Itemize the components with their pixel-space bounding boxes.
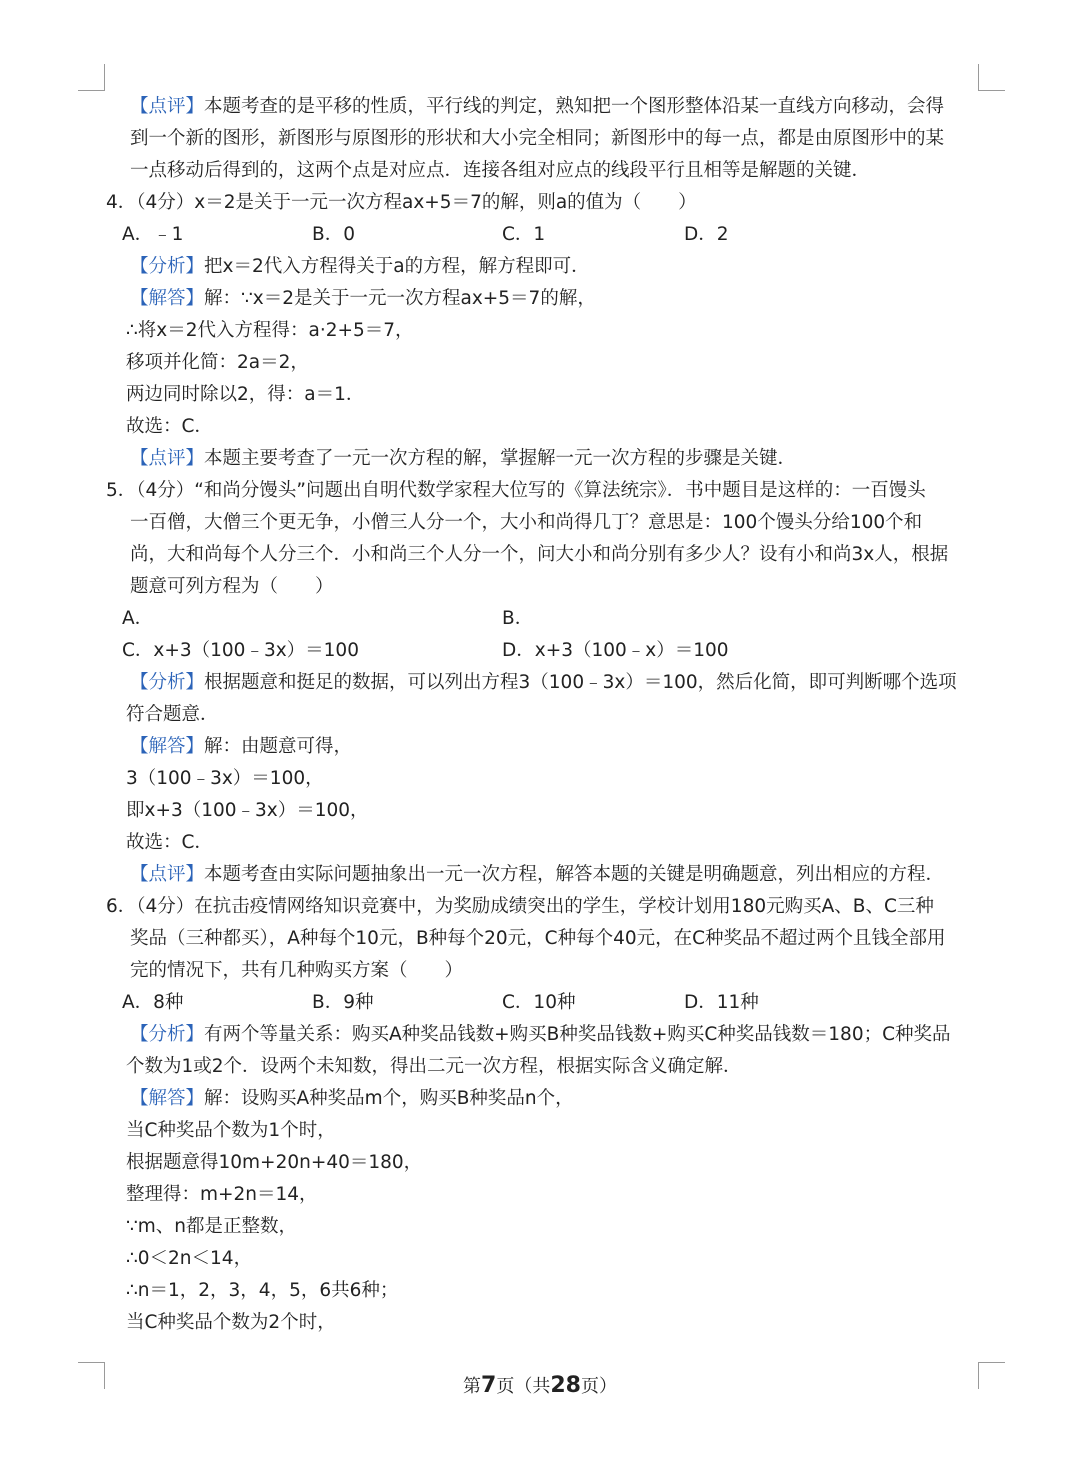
q6-answer-line: ∵m、n都是正整数，: [126, 1216, 298, 1237]
q5-stem-line: 题意可列方程为（ ）: [130, 576, 334, 597]
q3-comment-line: 到一个新的图形，新图形与原图形的形状和大小完全相同；新图形中的每一点，都是由原图形中的某: [130, 128, 945, 149]
answer-tag: 【解答】: [130, 288, 205, 309]
q3-comment-line: [130, 91, 944, 123]
footer-text: 第: [463, 1376, 482, 1397]
q5-option-a: A．: [122, 608, 154, 629]
comment-text: 本题考查由实际问题抽象出一元一次方程，解答本题的关键是明确题意，列出相应的方程．: [204, 864, 945, 885]
footer-text: 页）: [580, 1376, 617, 1397]
q4-answer-line: 移项并化简：2a＝2，: [126, 352, 309, 373]
q4-option-c: C．1: [502, 224, 546, 245]
footer-text: 页（共: [496, 1376, 551, 1397]
total-pages: 28: [550, 1373, 581, 1398]
q4-option-d: D．2: [684, 224, 729, 245]
analysis-text: 有两个等量关系：购买A种奖品钱数+购买B种奖品钱数+购买C种奖品钱数＝180；C种奖品: [204, 1024, 951, 1045]
q5-stem-line: 尚，大和尚每个人分三个．小和尚三个人分一个，问大小和尚分别有多少人？设有小和尚3x人，根据: [130, 544, 949, 565]
q6-stem-line: 完的情况下，共有几种购买方案（ ）: [130, 960, 464, 981]
q4-answer-line: ∴将x＝2代入方程得：a·2+5＝7，: [126, 320, 414, 341]
page-footer: [0, 1370, 1080, 1403]
q6-answer-line: [130, 1083, 574, 1115]
q4-answer-line: 两边同时除以2，得：a＝1．: [126, 384, 365, 405]
answer-text: 解：由题意可得，: [204, 736, 353, 757]
analysis-tag: 【分析】: [130, 672, 205, 693]
comment-tag: 【点评】: [130, 96, 205, 117]
analysis-tag: 【分析】: [130, 1024, 205, 1045]
analysis-text: 根据题意和挺足的数据，可以列出方程3（100﹣3x）＝100，然后化简，即可判断哪个选项: [204, 672, 957, 693]
q6-answer-line: ∴n＝1，2，3，4，5，6共6种；: [126, 1280, 399, 1301]
q5-option-c: C．x+3（100﹣3x）＝100: [122, 640, 359, 661]
q5-answer-line: [130, 731, 352, 763]
answer-tag: 【解答】: [130, 1088, 205, 1109]
q5-stem-line: 5．（4分）“和尚分馒头”问题出自明代数学家程大位写的《算法统宗》．书中题目是这样的：一百馒头: [106, 480, 926, 501]
crop-mark-top-right: [978, 64, 1005, 91]
q5-analysis-line: 符合题意．: [126, 704, 219, 725]
q5-comment: [130, 859, 944, 891]
q5-option-b: B．: [502, 608, 534, 629]
q6-analysis-line: [130, 1019, 951, 1051]
page-number: 7: [481, 1373, 497, 1398]
comment-tag: 【点评】: [130, 448, 205, 469]
q6-answer-line: 整理得：m+2n＝14，: [126, 1184, 318, 1205]
q6-option-c: C．10种: [502, 992, 576, 1013]
q6-option-b: B．9种: [312, 992, 374, 1013]
crop-mark-top-left: [78, 64, 105, 91]
comment-tag: 【点评】: [130, 864, 205, 885]
q3-comment-line: 一点移动后得到的，这两个点是对应点．连接各组对应点的线段平行且相等是解题的关键．: [130, 160, 871, 181]
q6-answer-line: 根据题意得10m+20n+40＝180，: [126, 1152, 423, 1173]
q5-answer-line: 3（100﹣3x）＝100，: [126, 768, 324, 789]
q5-analysis-line: [130, 667, 957, 699]
analysis-text: 把x＝2代入方程得关于a的方程，解方程即可．: [204, 256, 590, 277]
q6-answer-line: 当C种奖品个数为2个时，: [126, 1312, 336, 1333]
q6-stem-line: 奖品（三种都买），A种每个10元，B种每个20元，C种每个40元，在C种奖品不超过两个且钱全部用: [130, 928, 946, 949]
comment-text: 本题主要考查了一元一次方程的解，掌握解一元一次方程的步骤是关键．: [204, 448, 797, 469]
q4-option-a: A．﹣1: [122, 224, 184, 245]
analysis-tag: 【分析】: [130, 256, 205, 277]
q5-answer-line: 即x+3（100﹣3x）＝100，: [126, 800, 369, 821]
q5-option-d: D．x+3（100﹣x）＝100: [502, 640, 729, 661]
q6-analysis-line: 个数为1或2个．设两个未知数，得出二元一次方程，根据实际含义确定解．: [126, 1056, 742, 1077]
q4-answer-line: 故选：C．: [126, 416, 213, 437]
q5-stem-line: 一百僧，大僧三个更无争，小僧三人分一个，大小和尚得几丁？意思是：100个馒头分给100个和: [130, 512, 923, 533]
q6-answer-line: ∴0＜2n＜14，: [126, 1248, 253, 1269]
comment-text: 本题考查的是平移的性质，平行线的判定，熟知把一个图形整体沿某一直线方向移动，会得: [204, 96, 945, 117]
q6-answer-line: 当C种奖品个数为1个时，: [126, 1120, 336, 1141]
q6-option-d: D．11种: [684, 992, 759, 1013]
q4-option-b: B．0: [312, 224, 355, 245]
q4-analysis: [130, 251, 590, 283]
answer-text: 解：∵x＝2是关于一元一次方程ax+5＝7的解，: [204, 288, 596, 309]
q4-answer-line: [130, 283, 596, 315]
q5-answer-line: 故选：C．: [126, 832, 213, 853]
q6-stem-line: 6．（4分）在抗击疫情网络知识竞赛中，为奖励成绩突出的学生，学校计划用180元购买A、B、C三种: [106, 896, 934, 917]
q6-option-a: A．8种: [122, 992, 184, 1013]
answer-tag: 【解答】: [130, 736, 205, 757]
answer-text: 解：设购买A种奖品m个，购买B种奖品n个，: [204, 1088, 574, 1109]
q4-comment: [130, 443, 796, 475]
q4-stem: 4．（4分）x＝2是关于一元一次方程ax+5＝7的解，则a的值为（ ）: [106, 192, 697, 213]
